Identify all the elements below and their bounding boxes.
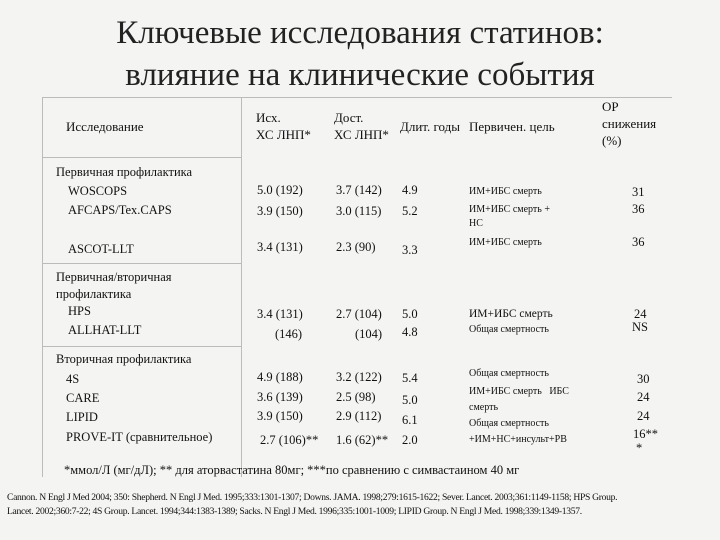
risk-reduction: 30 [637, 372, 650, 386]
header-achieved-line2: ХС ЛНП* [334, 127, 389, 142]
study-name: CARE [66, 391, 100, 405]
primary-endpoint: Общая смертность [469, 368, 549, 379]
duration-years: 5.4 [402, 371, 418, 385]
study-name: 4S [66, 372, 80, 386]
primary-endpoint-line2: Общая смертность [469, 418, 549, 429]
duration-years: 5.0 [402, 307, 418, 321]
duration-years: 5.0 [402, 393, 418, 407]
duration-years: 6.1 [402, 413, 418, 427]
baseline-ldl: 3.9 (150) [257, 409, 303, 423]
table-left-border [42, 97, 43, 477]
risk-reduction: 36 [632, 235, 645, 249]
risk-reduction-line1: 16** [633, 427, 658, 441]
column-divider-1 [241, 97, 242, 477]
achieved-ldl: 2.7 (104) [336, 307, 382, 321]
study-name: HPS [68, 304, 91, 318]
header-baseline-line1: Исх. [256, 110, 281, 125]
group-secondary-prevention: Вторичная профилактика [56, 352, 192, 366]
risk-reduction: 36 [632, 202, 645, 216]
study-name: ASCOT-LLT [68, 242, 134, 256]
header-rr-line1: ОР [602, 99, 619, 114]
header-study: Исследование [66, 119, 144, 134]
primary-endpoint: ИМ+ИБС смерть [469, 308, 553, 320]
duration-years: 3.3 [402, 243, 418, 257]
baseline-ldl: 3.4 (131) [257, 307, 303, 321]
primary-endpoint-line1: ИМ+ИБС смерть + [469, 204, 550, 215]
header-rr-line2: снижения [602, 116, 657, 131]
group-primary-secondary-line2: профилактика [56, 287, 132, 301]
risk-reduction: 31 [632, 185, 645, 199]
risk-reduction: 24 [634, 307, 647, 321]
duration-years: 4.8 [402, 325, 418, 339]
achieved-ldl: 2.3 (90) [336, 240, 376, 254]
study-name: ALLHAT-LLT [68, 323, 142, 337]
group-divider-1 [42, 263, 242, 264]
risk-reduction: 24 [637, 390, 650, 404]
baseline-ldl: 2.7 (106)** [260, 433, 319, 447]
table-footnote: *ммол/Л (мг/дЛ); ** для аторвастатина 80мг; ***по сравнению с симвастаином 40 мг [64, 463, 520, 477]
table-top-border [42, 97, 672, 98]
primary-endpoint: ИМ+ИБС смерть [469, 237, 542, 248]
primary-endpoint-line2: НС [469, 218, 483, 229]
slide-title-line-2: влияние на клинические события [125, 57, 595, 93]
study-name: LIPID [66, 410, 98, 424]
achieved-ldl: 3.7 (142) [336, 183, 382, 197]
risk-reduction: NS [632, 320, 648, 334]
risk-reduction-line2: * [636, 441, 643, 455]
header-endpoint: Первичен. цель [469, 119, 555, 134]
primary-endpoint: Общая смертность [469, 324, 549, 335]
primary-endpoint-line1: смерть [469, 402, 499, 413]
achieved-ldl: 1.6 (62)** [336, 433, 389, 447]
primary-endpoint: ИМ+ИБС смерть [469, 186, 542, 197]
baseline-ldl: 3.9 (150) [257, 204, 303, 218]
baseline-ldl: 3.6 (139) [257, 390, 303, 404]
group-primary-secondary-line1: Первичная/вторичная [56, 270, 172, 284]
references-line2: Lancet. 2002;360:7-22; 4S Group. Lancet. 1994;344:1383-1389; Sacks. N Engl J Med. 1996;335:1001-1009; LIPID Group. N Engl J Med. 1998;339:1349-1357. [7, 506, 582, 517]
study-name: PROVE-IT (сравнительное) [66, 430, 213, 444]
header-rr-line3: (%) [602, 133, 622, 148]
achieved-ldl: 3.2 (122) [336, 370, 382, 384]
primary-endpoint: +ИМ+НС+инсульт+РВ [469, 434, 567, 445]
study-name: AFCAPS/Tex.CAPS [68, 203, 172, 217]
achieved-ldl: (104) [355, 327, 383, 341]
achieved-ldl: 3.0 (115) [336, 204, 382, 218]
baseline-ldl: 4.9 (188) [257, 370, 303, 384]
achieved-ldl: 2.5 (98) [336, 390, 376, 404]
header-baseline-line2: ХС ЛНП* [256, 127, 311, 142]
header-divider [42, 157, 242, 158]
duration-years: 2.0 [402, 433, 418, 447]
risk-reduction: 24 [637, 409, 650, 423]
group-primary-prevention: Первичная профилактика [56, 165, 193, 179]
achieved-ldl: 2.9 (112) [336, 409, 382, 423]
header-duration: Длит. годы [400, 119, 460, 134]
baseline-ldl: 5.0 (192) [257, 183, 303, 197]
primary-endpoint: ИМ+ИБС смерть ИБС [469, 386, 569, 397]
duration-years: 5.2 [402, 204, 418, 218]
references-line1: Cannon. N Engl J Med 2004; 350: Shepherd. N Engl J Med. 1995;333:1301-1307; Downs. JAMA. 1998;279:1615-1622; Sever. Lancet. 2003;361:1149-1158; HPS Group. [7, 492, 618, 503]
study-name: WOSCOPS [68, 184, 128, 198]
group-divider-2 [42, 346, 242, 347]
header-achieved-line1: Дост. [334, 110, 364, 125]
baseline-ldl: (146) [275, 327, 303, 341]
baseline-ldl: 3.4 (131) [257, 240, 303, 254]
slide-title-line-1: Ключевые исследования статинов: [116, 15, 604, 51]
duration-years: 4.9 [402, 183, 418, 197]
